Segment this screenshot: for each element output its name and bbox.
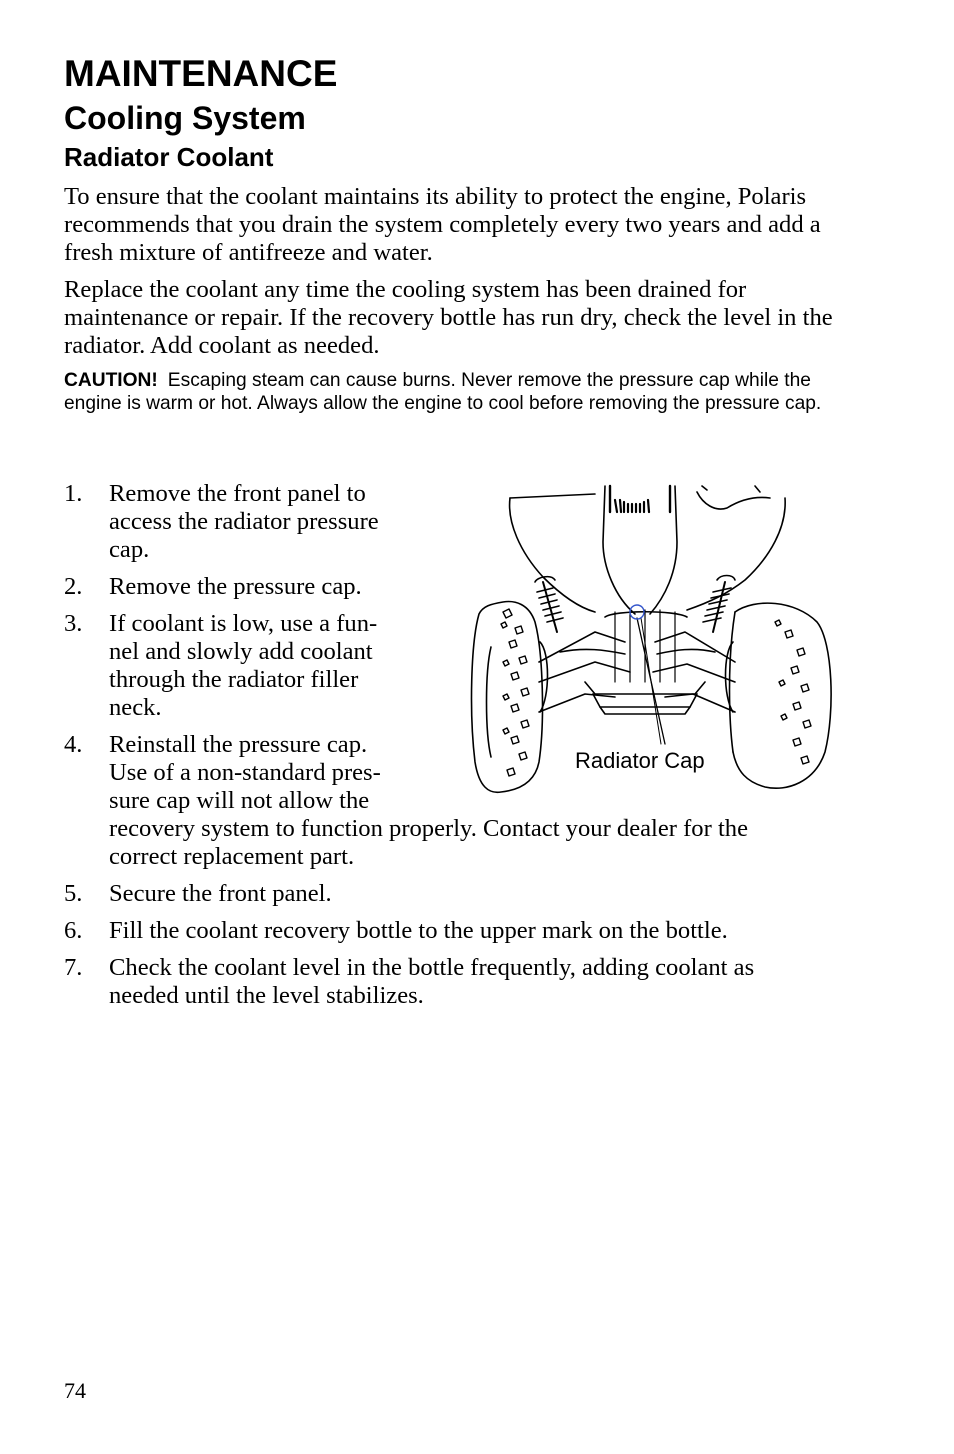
step-line: neck. <box>109 694 162 721</box>
step-number: 4. <box>64 731 83 758</box>
step-line: Use of a non-standard pres- <box>109 759 381 786</box>
step-line: cap. <box>109 536 150 563</box>
radiator-cap-label: Radiator Cap <box>575 748 705 773</box>
step-line: through the radiator filler <box>109 666 359 693</box>
step-number: 1. <box>64 480 83 507</box>
step-line: If coolant is low, use a fun- <box>109 610 378 637</box>
step-line: sure cap will not allow the <box>109 787 370 814</box>
step-line: needed until the level stabilizes. <box>109 982 424 1009</box>
caution-notice <box>64 370 864 415</box>
step-line: access the radiator pressure <box>109 508 379 535</box>
step-line: Secure the front panel. <box>109 880 332 907</box>
step-line: Fill the coolant recovery bottle to the upper mark on the bottle. <box>109 917 728 944</box>
step-line: Check the coolant level in the bottle frequently, adding coolant as <box>109 954 755 981</box>
step-number: 7. <box>64 954 83 981</box>
step-line: Reinstall the pressure cap. <box>109 731 368 758</box>
caution-text: Escaping steam can cause burns. Never remove the pressure cap while the engine is warm or hot. Always allow the engine to cool before removing the pressure cap. <box>64 370 822 414</box>
step-number: 2. <box>64 573 83 600</box>
caution-label: CAUTION! <box>64 370 158 391</box>
step-line: recovery system to function properly. Contact your dealer for the <box>109 815 748 842</box>
step-number: 5. <box>64 880 83 907</box>
step-line: correct replacement part. <box>109 843 355 870</box>
step-line: Remove the front panel to <box>109 480 366 507</box>
intro-paragraph: To ensure that the coolant maintains its ability to protect the engine, Polaris recommends that you drain the system completely every two years and add a fresh mixture of antifreeze and water. <box>64 183 821 266</box>
list-item <box>64 573 424 601</box>
list-item <box>64 480 424 564</box>
list-item <box>64 610 424 722</box>
subsection-title: Radiator Coolant <box>64 142 274 172</box>
step-line: Remove the pressure cap. <box>109 573 362 600</box>
step-line: nel and slowly add coolant <box>109 638 373 665</box>
list-item <box>64 954 864 1010</box>
replace-paragraph: Replace the coolant any time the cooling system has been drained for maintenance or repair. If the recovery bottle has run dry, check the level in the radiator. Add coolant as needed. <box>64 276 833 359</box>
step-number: 3. <box>64 610 83 637</box>
list-item <box>64 917 864 945</box>
section-title: Cooling System <box>64 100 306 136</box>
page-number: 74 <box>64 1378 86 1403</box>
page-title: MAINTENANCE <box>64 53 338 94</box>
step-number: 6. <box>64 917 83 944</box>
list-item <box>64 880 864 908</box>
